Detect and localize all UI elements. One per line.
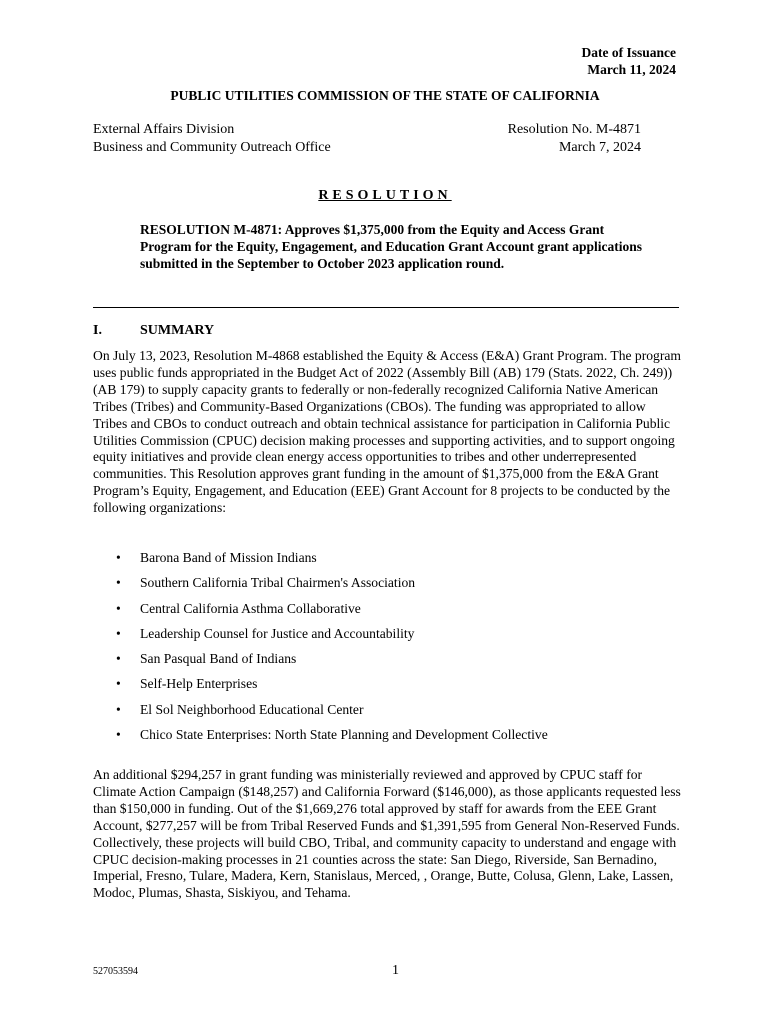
bullet-icon: • bbox=[116, 676, 121, 692]
list-item bbox=[93, 701, 683, 726]
list-item bbox=[93, 675, 683, 700]
bullet-icon: • bbox=[116, 727, 121, 743]
office-name: Business and Community Outreach Office bbox=[93, 140, 331, 155]
summary-paragraph-1: On July 13, 2023, Resolution M-4868 established the Equity & Access (E&A) Grant Program. The program uses public funds appropriated in the Budget Act of 2022 (Assembly Bill (AB) 179 (Stats. 2022, Ch. 249)) (AB 179) to supply capacity grants to federally or non-federally recognized California Native American Tribes (Tribes) and Community-Based Organizations (CBOs). The funding was appropriated to allow Tribes and CBOs to conduct outreach and obtain technical assistance for participation in California Public Utilities Commission (CPUC) decision making processes and supporting activities, and to support ongoing equity initiatives and provide clean energy access opportunities to tribes and other underrepresented communities. This Resolution approves grant funding in the amount of $1,375,000 from the E&A Grant Program’s Equity, Engagement, and Education (EEE) Grant Account for 8 projects to be conducted by the following organizations: bbox=[93, 348, 681, 516]
organization-name: Southern California Tribal Chairmen's Association bbox=[140, 575, 416, 591]
organization-name: Barona Band of Mission Indians bbox=[140, 550, 317, 565]
resolution-description: RESOLUTION M-4871: Approves $1,375,000 from the Equity and Access Grant Program for the Equity, Engagement, and Education Grant Account grant applications submitted in the September to October 2023 application round. bbox=[140, 222, 643, 271]
resolution-number: Resolution No. M-4871 bbox=[507, 122, 641, 137]
organization-name: San Pasqual Band of Indians bbox=[140, 651, 297, 667]
section-number: I. bbox=[93, 323, 102, 338]
header-left bbox=[93, 121, 331, 157]
document-id: 527053594 bbox=[93, 966, 138, 977]
section-heading-summary bbox=[93, 323, 214, 339]
section-title: SUMMARY bbox=[140, 323, 215, 338]
list-item bbox=[93, 600, 683, 625]
bullet-icon: • bbox=[116, 625, 121, 641]
list-item bbox=[93, 549, 683, 574]
date-of-issuance bbox=[582, 44, 677, 78]
organization-name: Chico State Enterprises: North State Planning and Development Collective bbox=[140, 727, 548, 743]
organization-name: Leadership Counsel for Justice and Accountability bbox=[140, 625, 415, 641]
bullet-icon: • bbox=[116, 701, 121, 717]
bullet-icon: • bbox=[116, 575, 121, 591]
organization-list bbox=[93, 549, 683, 751]
page-number: 1 bbox=[392, 963, 399, 978]
list-item bbox=[93, 574, 683, 599]
issuance-label: Date of Issuance bbox=[581, 45, 676, 60]
bullet-icon: • bbox=[116, 600, 121, 616]
resolution-date: March 7, 2024 bbox=[558, 140, 641, 155]
resolution-heading: RESOLUTION bbox=[318, 188, 452, 203]
horizontal-divider bbox=[93, 307, 679, 308]
list-item bbox=[93, 726, 683, 751]
summary-paragraph-2: An additional $294,257 in grant funding was ministerially reviewed and approved by CPUC staff for Climate Action Campaign ($148,257) and California Forward ($146,000), as those applicants requested less than $150,000 in funding. Out of the $1,669,276 total approved by staff for awards from the EEE Grant Account, $277,257 will be from Tribal Reserved Funds and $1,391,595 from General Non-Reserved Funds. Collectively, these projects will build CBO, Tribal, and community capacity to understand and engage with CPUC decision-making processes in 21 counties across the state: San Diego, Riverside, San Bernadino, Imperial, Fresno, Tulare, Madera, Kern, Stanislaus, Merced, , Orange, Butte, Colusa, Glenn, Lake, Lassen, Modoc, Plumas, Shasta, Siskiyou, and Tehama. bbox=[93, 767, 681, 901]
list-item bbox=[93, 650, 683, 675]
organization-name: Central California Asthma Collaborative bbox=[140, 600, 361, 616]
organization-name: El Sol Neighborhood Educational Center bbox=[140, 701, 364, 717]
header-right bbox=[508, 121, 641, 157]
organization-name: Self-Help Enterprises bbox=[140, 676, 258, 692]
list-item bbox=[93, 625, 683, 650]
bullet-icon: • bbox=[116, 550, 121, 565]
agency-title: PUBLIC UTILITIES COMMISSION OF THE STATE OF CALIFORNIA bbox=[170, 88, 600, 103]
bullet-icon: • bbox=[116, 651, 121, 667]
issuance-date: March 11, 2024 bbox=[587, 62, 676, 77]
division-name: External Affairs Division bbox=[93, 122, 235, 137]
